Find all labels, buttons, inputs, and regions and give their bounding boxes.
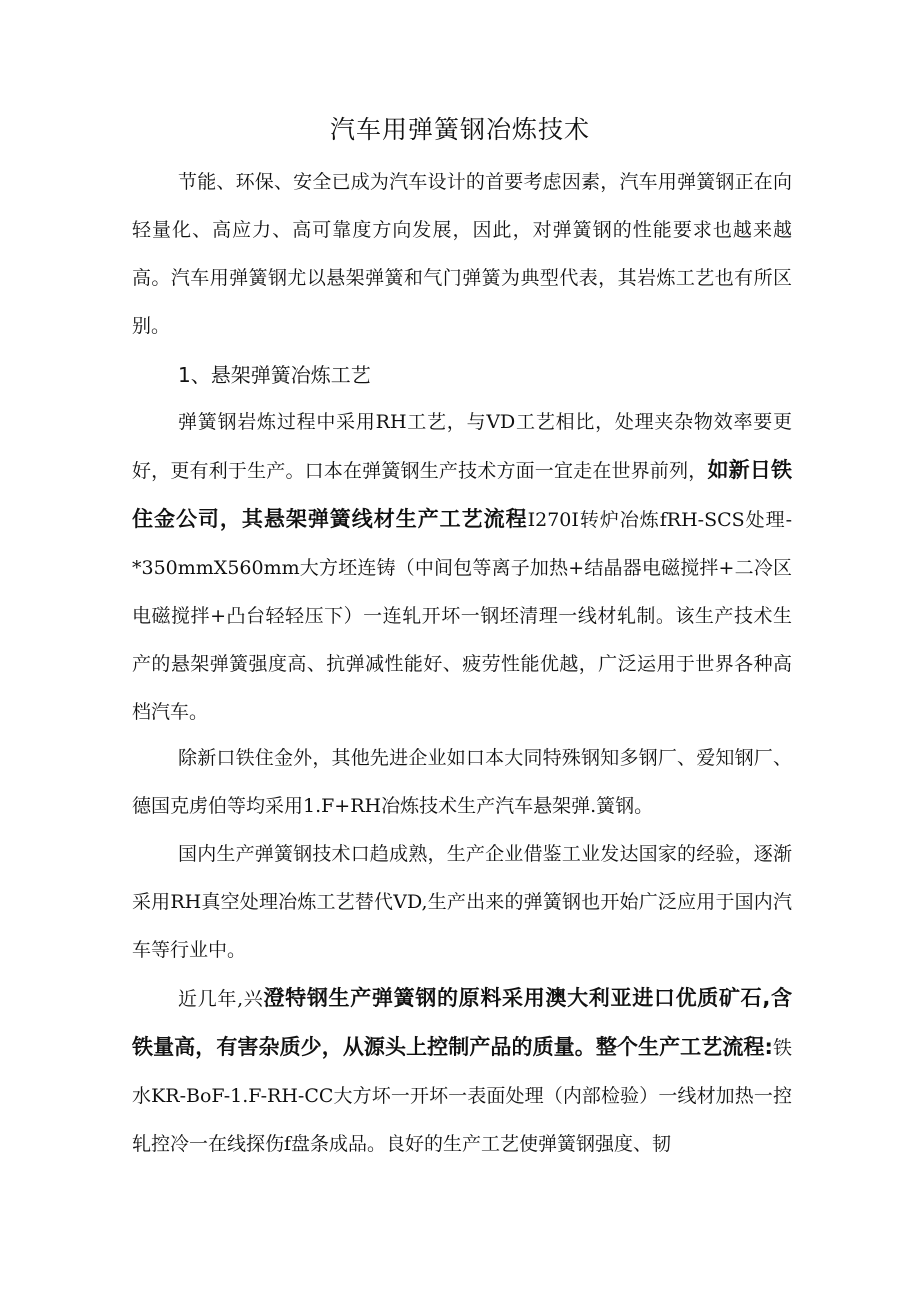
- paragraph-text: 近几年,兴: [178, 988, 264, 1010]
- document-title: 汽车用弹簧钢冶炼技术: [329, 115, 590, 144]
- paragraph-text: 弹簧钢岩炼过程中采用RH工艺，与VD工艺相比，处理夹杂物效率要更好，更有利于生产。口本在弹簧钢生产技术方面一宜走在世界前列，: [132, 411, 792, 482]
- paragraph-text: 铁水KR-BoF-1.F-RH-CC大方坏一开坏一表面处理（内部检验）一线材加热一控轧控冷一在线探伤f盘条成品。良好的生产工艺使弹簧钢强度、韧: [132, 1037, 792, 1155]
- paragraph-text: I270I转炉冶炼fRH-SCS处理-*350mmX560mm大方坯连铸（中间包等离子加热+结晶器电磁搅拌+二冷区电磁搅拌+凸台轻轻压下）一连轧开坏一钢坯清理一线材轧制。该生产技术生产的悬架弹簧强度高、抗弹减性能好、疲劳性能优越，广泛运用于世界各种高档汽车。: [132, 509, 793, 723]
- paragraph-rh-process: [132, 398, 792, 736]
- emphasized-text: 澄特钢生产弹簧钢的原料采用澳大利亚进口优质矿石,含铁量高，有害杂质少，从源头上控制产品的质量。整个生产工艺流程:: [132, 986, 792, 1059]
- paragraph-domestic: 国内生产弹簧钢技术口趋成熟，生产企业借鉴工业发达国家的经验，逐渐采用RH真空处理冶炼工艺替代VD,生产出来的弹簧钢也开始广泛应用于国内汽车等行业中。: [132, 843, 792, 961]
- emphasized-text: 如新日铁住金公司，其悬架弹簧线材生产工艺流程: [132, 458, 792, 531]
- paragraph-xingcheng: [132, 974, 792, 1168]
- section-heading: 1、悬架弹簧冶炼工艺: [178, 363, 371, 387]
- intro-paragraph: 节能、环保、安全已成为汽车设计的首要考虑因素，汽车用弹簧钢正在向轻量化、高应力、高可靠度方向发展，因此，对弹簧钢的性能要求也越来越高。汽车用弹簧钢尤以悬架弹簧和气门弹簧为典型代表，其岩炼工艺也有所区别。: [132, 171, 792, 337]
- paragraph-other-companies: 除新口铁住金外，其他先进企业如口本大同特殊钢知多钢厂、爱知钢厂、德国克虏伯等均采用1.F+RH冶炼技术生产汽车悬架弹.簧钢。: [132, 747, 792, 817]
